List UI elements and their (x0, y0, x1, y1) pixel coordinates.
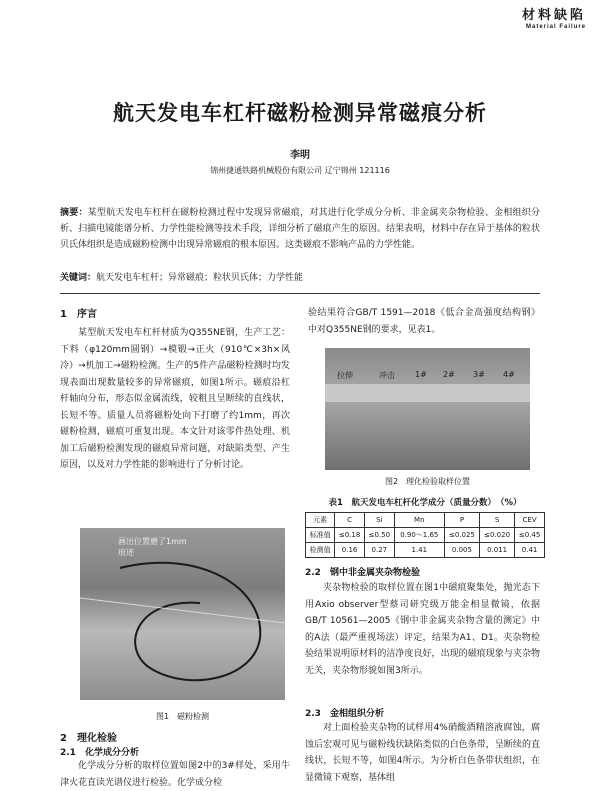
section-tag (446, 4, 586, 30)
section-name: 材料缺陷 (521, 8, 586, 23)
sample-mark: 冲击 (379, 371, 395, 380)
figure-1-caption: 图1 磁粉检测 (155, 712, 210, 721)
keywords-label: 关键词： (60, 273, 97, 283)
sample-mark: 2# (443, 370, 455, 379)
section-name-en: Material Failure (525, 24, 586, 30)
abstract (60, 205, 540, 253)
section-2-1-heading: 2.1 化学成分分析 (60, 748, 139, 758)
section-2-3-heading: 2.3 金相组织分析 (305, 709, 384, 719)
table-cell: 0.16 (335, 543, 365, 558)
figure-1-annotation: 画出位置磨了1mm 痕迹 (118, 537, 187, 557)
table-cell: ≤0.18 (335, 528, 365, 543)
table-header-cell: Mn (394, 513, 444, 528)
table-cell: ≤0.025 (444, 528, 479, 543)
table-cell: 标准值 (306, 528, 335, 543)
section-1-heading: 1 序言 (60, 309, 97, 320)
author: 李明 (290, 150, 310, 161)
keywords (60, 270, 540, 283)
paragraph: 夹杂物检验的取样位置在图1中磁痕聚集处，抛光态下用Axio observer型蔡司研究级万能金相显微镜，依据GB/T 10561—2005《钢中非金属夹杂物含量的测定》中的A法（最严重视场法）评定，结果为A1、D1。夹杂物检验结果说明原材料的洁净度良好，出现的磁痕现象与夹杂物无关，夹杂物形貌如图3所示。 (305, 583, 540, 676)
section-2-2-heading: 2.2 钢中非金属夹杂物检验 (305, 568, 420, 578)
table-1-caption: 表1 航天发电车杠杆化学成分（质量分数） （%） (328, 498, 522, 508)
paragraph: 对上面检验夹杂物的试样用4%硝酸酒精溶液腐蚀，腐蚀后宏观可见与磁粉线状缺陷类似的白色条带，呈断续的直线状，长短不等，如图4所示。为分析白色条带状组织，在显微镜下观察，基体组 (305, 723, 540, 783)
sample-mark: 4# (503, 370, 515, 379)
table-header-cell: 元素 (306, 513, 335, 528)
table-header-cell: S (480, 513, 515, 528)
section-2-2-body (305, 580, 540, 679)
table-row (306, 543, 545, 558)
sample-mark: 1# (415, 370, 427, 379)
sample-mark: 3# (473, 370, 485, 379)
abstract-text: 某型航天发电车杠杆在磁粉检测过程中发现异常磁痕，对其进行化学成分分析、非金属夹杂物检验、金相组织分析、扫描电镜能谱分析、力学性能检测等技术手段，详细分析了磁痕产生的原因。结果表明，材料中存在异于基体的粒状贝氏体组织是造成磁粉检测中出现异常磁痕的根本原因。这类磁痕不影响产品的力学性能。 (60, 208, 540, 250)
table-header-cell: C (335, 513, 365, 528)
table-cell: 0.90～1.65 (394, 528, 444, 543)
table-header-row (306, 513, 545, 528)
figure-2-caption: 图2 理化检验取样位置 (384, 477, 471, 486)
sample-mark: 拉伸 (337, 371, 353, 380)
table-header-cell: CEV (515, 513, 545, 528)
table-cell: 检测值 (306, 543, 335, 558)
section-2-heading: 2 理化检验 (60, 733, 117, 744)
figure-2-photo (325, 348, 530, 470)
table-cell: ≤0.50 (364, 528, 394, 543)
section-2-3-body (305, 720, 540, 786)
table-cell: ≤0.020 (480, 528, 515, 543)
paragraph: 化学成分分析的取样位置如图2中的3#样处，采用牛津火花直读光谱仪进行检验。化学成分检 (60, 761, 290, 788)
paragraph: 验结果符合GB/T 1591—2018《低合金高强度结构钢》中对Q355NE钢的要求，见表1。 (308, 308, 540, 335)
divider (60, 293, 540, 294)
table-header-cell: Si (364, 513, 394, 528)
table-1 (305, 512, 545, 558)
table-row (306, 528, 545, 543)
paragraph: 某型航天发电车杠杆材质为Q355NE钢，生产工艺：下料（φ120mm圆钢）→模锻→正火（910℃×3h×风冷）→机加工→磁粉检测。生产的5件产品磁粉检测时均发现表面出现数量较多的异常磁痕，如图1所示。磁痕沿杠杆轴向分布，形态似金属流线，较粗且呈断续的直线状，长短不等。质量人员将磁粉处向下打磨了约1mm，再次磁粉检测，磁痕可重复出现。本文针对该零件热处理、机加工后磁粉检测发现的磁痕异常问题，对缺陷类型、产生原因，以及对力学性能的影响进行了分析讨论。 (60, 328, 290, 470)
abstract-label: 摘要： (60, 208, 88, 218)
keywords-text: 航天发电车杠杆；异常磁痕；粒状贝氏体；力学性能 (96, 273, 304, 283)
figure-1-photo (80, 528, 285, 700)
table-cell: 0.011 (480, 543, 515, 558)
article-title: 航天发电车杠杆磁粉检测异常磁痕分析 (113, 101, 487, 125)
chemistry-result-text (308, 305, 540, 338)
section-2-1-body (60, 758, 290, 791)
table-cell: 0.005 (444, 543, 479, 558)
table-cell: 1.41 (394, 543, 444, 558)
section-1-body (60, 325, 290, 474)
table-cell: 0.41 (515, 543, 545, 558)
sample-bar (325, 384, 530, 402)
table-header-cell: P (444, 513, 479, 528)
affiliation: 锦州捷通铁路机械股份有限公司 辽宁锦州 121116 (210, 166, 390, 175)
table-cell: 0.27 (364, 543, 394, 558)
table-cell: ≤0.45 (515, 528, 545, 543)
